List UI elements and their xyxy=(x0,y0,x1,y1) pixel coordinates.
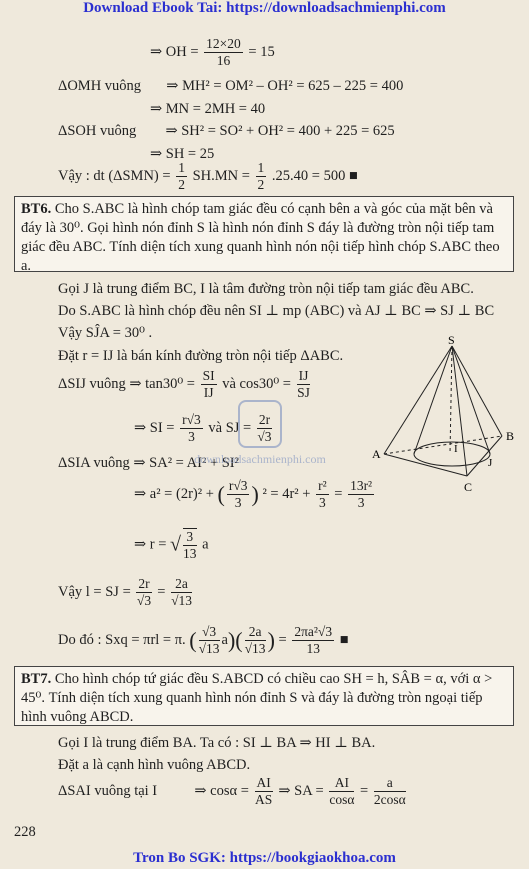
fraction xyxy=(292,624,334,657)
text: Vậy : dt (ΔSMN) = xyxy=(58,167,171,184)
fraction xyxy=(227,478,250,511)
edge-SA xyxy=(384,346,452,454)
sol6-line3: Vậy SĴA = 30⁰ . xyxy=(58,325,153,341)
fraction xyxy=(176,160,187,193)
sol6-line11: Do đó : Sxq = πrl = π. ( $\frac{√3}{√13}$ a)( $\frac{2a}{√13}$ ) = $\frac{\text{2πa²√3}}{13}$ ■ xyxy=(58,624,349,656)
num: AI xyxy=(329,775,354,792)
label-I: I xyxy=(454,443,458,455)
num: 1 xyxy=(178,160,185,175)
exercise-tag: BT6. xyxy=(21,201,52,217)
page-number: 228 xyxy=(14,824,36,840)
fraction xyxy=(204,36,243,69)
text: ΔSOH vuông xyxy=(58,123,137,139)
text: = xyxy=(334,485,343,502)
sol6-line5 xyxy=(58,368,312,401)
den: 3 xyxy=(318,495,326,510)
sol6-line1: Gọi J là trung điểm BC, I là tâm đường tròn nội tiếp tam giác đều ABC. xyxy=(58,281,474,297)
text: và SJ = xyxy=(208,419,252,436)
den: 2cosα xyxy=(373,792,406,807)
fraction xyxy=(201,368,217,401)
edge-SB xyxy=(452,346,502,436)
fraction xyxy=(316,478,329,511)
num: 2πa²√3 xyxy=(294,624,333,639)
num: 12×20 xyxy=(206,36,241,51)
footer-link[interactable]: Tron Bo SGK: https://bookgiaokhoa.com xyxy=(133,850,396,866)
den: √3 xyxy=(136,593,152,608)
label-A: A xyxy=(372,447,381,461)
fraction: $\frac{√3}{√13}$ xyxy=(198,624,220,656)
sol7-line2: Đặt a là cạnh hình vuông ABCD. xyxy=(58,757,251,773)
den: 3 xyxy=(234,495,242,510)
text: ⇒ SI = xyxy=(134,419,175,436)
fraction: $\frac{2a}{√13}$ xyxy=(244,624,266,656)
sol6-line4: Đặt r = IJ là bán kính đường tròn nội tiếp ΔABC. xyxy=(58,348,344,364)
fraction xyxy=(256,160,267,193)
text: ⇒ a² = (2r)² + xyxy=(134,485,214,502)
fraction xyxy=(171,576,192,609)
cone-right xyxy=(452,346,490,454)
text: ΔOMH vuông xyxy=(58,78,142,94)
edge-SC xyxy=(452,346,467,476)
text: ⇒ MH² = OM² – OH² = 625 – 225 = 400 xyxy=(166,78,404,94)
text: và cos30⁰ = xyxy=(222,375,291,392)
sol6-line8: ⇒ a² = (2r)² + ( $\frac{r√3}{3}$ ) ² = 4r² + $\frac{\text{r²}}{3}$ = $\frac{\text{13r²}}{3}$ xyxy=(134,478,373,510)
den: SJ xyxy=(297,385,310,400)
den: 3 xyxy=(188,429,195,444)
height-SI xyxy=(450,346,452,454)
text: .25.40 = 500 ■ xyxy=(271,167,358,184)
text: ⇒ SH² = SO² + OH² = 400 + 225 = 625 xyxy=(165,123,395,139)
num: IJ xyxy=(298,368,309,383)
den: 13 xyxy=(306,641,320,656)
num: 3 xyxy=(183,529,197,546)
text: ⇒ cosα = xyxy=(194,782,249,799)
eq-oh xyxy=(150,36,275,69)
cone-pyramid-figure xyxy=(372,336,522,496)
fraction xyxy=(183,528,197,562)
label-B: B xyxy=(506,429,515,443)
label-J: J xyxy=(488,457,493,469)
sol6-line7: ΔSIA vuông ⇒ SA² = AI² + SI² xyxy=(58,455,239,471)
num: AI xyxy=(256,775,271,790)
label-S: S xyxy=(448,336,455,347)
text: ΔSAI vuông tại I xyxy=(58,782,158,799)
num: r² xyxy=(318,478,327,493)
num: a xyxy=(374,775,406,792)
sol7-line1: Gọi I là trung điểm BA. Ta có : SI ⊥ BA ⇒ HI ⊥ BA. xyxy=(58,735,376,751)
text: a xyxy=(202,536,209,553)
num: SI xyxy=(202,368,215,383)
den: 16 xyxy=(216,53,231,68)
text: ² = 4r² + xyxy=(262,485,311,502)
num: 2r xyxy=(258,412,271,427)
cone-left xyxy=(414,346,452,454)
den: AS xyxy=(255,792,273,807)
den: 2 xyxy=(178,177,185,192)
fraction xyxy=(329,775,354,808)
text: ΔSIJ vuông ⇒ tan30⁰ = xyxy=(58,375,195,392)
exercise-bt7 xyxy=(14,666,514,726)
num: 1 xyxy=(257,160,265,175)
sol6-line2: Do S.ABC là hình chóp đều nên SI ⊥ mp (ABC) và AJ ⊥ BC ⇒ SJ ⊥ BC xyxy=(58,303,495,319)
sol6-line10 xyxy=(58,576,194,609)
fraction xyxy=(136,576,151,609)
den: cosα xyxy=(329,792,355,807)
fraction xyxy=(348,478,374,511)
text: ⇒ r = xyxy=(134,536,167,553)
sol6-line9: ⇒ r = √ $\frac{3}{13}$ a xyxy=(134,529,209,561)
num: r√3 xyxy=(182,412,201,427)
den: IJ xyxy=(203,385,214,400)
sol7-line3 xyxy=(58,775,408,808)
den: 13 xyxy=(183,546,197,561)
den: 2 xyxy=(257,177,265,192)
edge-CB xyxy=(467,436,502,476)
eq-mn: ⇒ MN = 2MH = 40 xyxy=(150,101,266,117)
book-icon xyxy=(238,400,282,448)
edge-AC xyxy=(384,454,467,476)
num: 2a xyxy=(171,576,192,593)
text: ⇒ SA = xyxy=(278,782,324,799)
header-link[interactable]: Download Ebook Tai: https://downloadsachmienphi.com xyxy=(83,0,446,16)
den: 3 xyxy=(357,495,365,510)
label-C: C xyxy=(464,480,473,494)
text: = xyxy=(157,583,166,600)
exercise-text: Cho S.ABC là hình chóp tam giác đều có cạnh bên a và góc của mặt bên và đáy là 30⁰. Gọi hình nón đỉnh S là hình nón đỉnh S đáy là đường tròn nội tiếp tam giác đều ABC. Tính diện tích xung quanh hình nón nội tiếp hình chóp S.ABC theo a. xyxy=(21,201,500,274)
eq-omh xyxy=(58,78,403,95)
text: = 15 xyxy=(248,43,275,60)
text: ■ xyxy=(339,631,349,648)
exercise-text: Cho hình chóp tứ giác đều S.ABCD có chiều cao SH = h, SÂB = α, với α > 45⁰. Tính diện tích xung quanh hình nón đỉnh S và đáy là đường tròn ngoại tiếp hình vuông ABCD. xyxy=(21,671,493,725)
num: 13r² xyxy=(350,478,373,493)
text: Do đó : Sxq = πrl = π. xyxy=(58,631,186,648)
text: SH.MN = xyxy=(192,167,250,184)
exercise-tag: BT7. xyxy=(21,671,52,687)
fraction xyxy=(297,368,311,401)
text: Vậy l = SJ = xyxy=(58,583,131,600)
num: 2r xyxy=(138,576,150,591)
fraction xyxy=(255,775,273,808)
text: ⇒ OH = xyxy=(150,43,199,60)
eq-soh xyxy=(58,123,395,140)
text: = xyxy=(278,631,287,648)
base-circle xyxy=(414,442,490,466)
exercise-bt6 xyxy=(14,196,514,272)
eq-sh: ⇒ SH = 25 xyxy=(150,146,215,162)
text: = xyxy=(360,782,369,799)
watermark xyxy=(150,400,370,467)
den: √3 xyxy=(257,429,272,444)
fraction xyxy=(374,775,406,808)
watermark-text: downloadsachmienphi.com xyxy=(194,452,326,466)
den: √13 xyxy=(171,593,192,608)
eq-area xyxy=(58,160,358,193)
num: r√3 xyxy=(228,478,248,493)
